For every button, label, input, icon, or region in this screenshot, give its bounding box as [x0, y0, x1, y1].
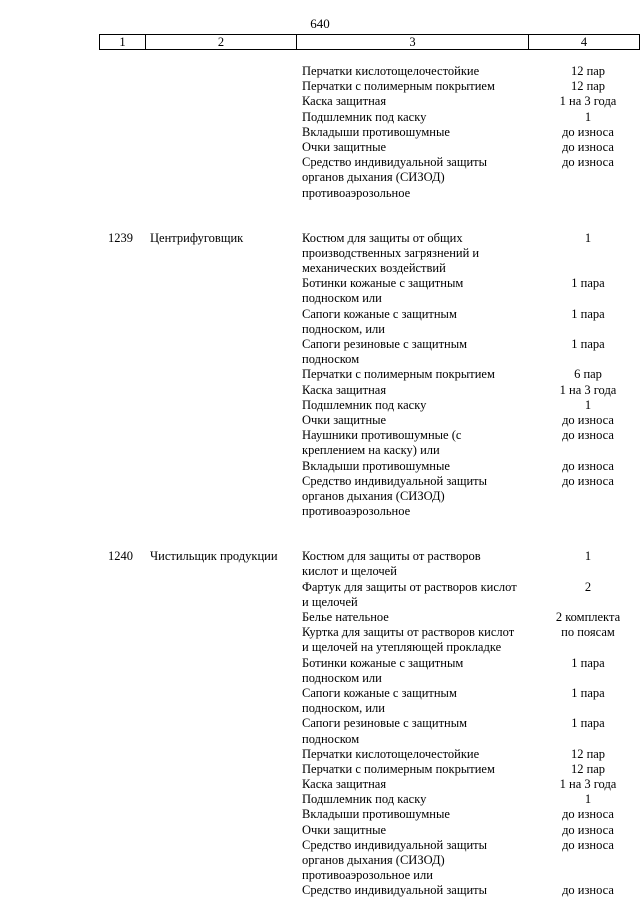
equipment-quantity: 1 — [584, 109, 592, 124]
equipment-quantity: 6 пар — [574, 367, 602, 382]
equipment-item: Средство индивидуальной защиты — [302, 837, 488, 852]
equipment-item: подноском или — [302, 670, 382, 685]
equipment-item: Очки защитные — [302, 822, 387, 837]
equipment-item: Перчатки с полимерным покрытием — [302, 79, 495, 94]
table-row — [0, 747, 640, 762]
table-row — [0, 459, 640, 474]
equipment-item: Вкладыши противошумные — [302, 807, 450, 822]
table-row — [0, 762, 640, 777]
equipment-quantity: до износа — [562, 473, 614, 488]
table-row — [0, 170, 640, 185]
table-row — [0, 823, 640, 838]
equipment-quantity: до износа — [562, 139, 614, 154]
equipment-item: Вкладыши противошумные — [302, 458, 450, 473]
table-row — [0, 504, 640, 519]
table-row — [0, 186, 640, 201]
table-row — [0, 671, 640, 686]
table-row — [0, 474, 640, 489]
equipment-quantity: 1 на 3 года — [559, 94, 617, 109]
table-row — [0, 413, 640, 428]
header-cell-2: 2 — [146, 35, 297, 49]
equipment-quantity: 1 на 3 года — [559, 777, 617, 792]
table-row — [0, 701, 640, 716]
equipment-item: Каска защитная — [302, 382, 387, 397]
equipment-item: Перчатки с полимерным покрытием — [302, 761, 495, 776]
table-row — [0, 656, 640, 671]
equipment-quantity: 1 пара — [571, 306, 605, 321]
table-row — [0, 777, 640, 792]
equipment-quantity: 12 пар — [570, 746, 606, 761]
equipment-item: Средство индивидуальной защиты — [302, 155, 488, 170]
equipment-item: Перчатки с полимерным покрытием — [302, 367, 495, 382]
table-row — [0, 155, 640, 170]
equipment-item: Подшлемник под каску — [302, 397, 427, 412]
table-row — [0, 231, 640, 246]
equipment-quantity: до износа — [562, 822, 614, 837]
header-cell-1: 1 — [100, 35, 146, 49]
table-row — [0, 94, 640, 109]
equipment-quantity: до износа — [562, 883, 614, 898]
equipment-item: Белье нательное — [302, 610, 389, 624]
profession-number: 1239 — [108, 230, 133, 245]
equipment-item: Подшлемник под каску — [302, 109, 427, 124]
table-row — [0, 110, 640, 125]
equipment-item: Очки защитные — [302, 412, 387, 427]
table-row — [0, 428, 640, 443]
equipment-item: Сапоги кожаные с защитным — [302, 306, 457, 321]
equipment-item: Костюм для защиты от общих — [302, 230, 463, 245]
section-gap — [0, 201, 640, 231]
table-row — [0, 307, 640, 322]
equipment-item: и щелочей на утепляющей прокладке — [302, 640, 502, 655]
profession-name: Центрифуговщик — [150, 230, 244, 245]
equipment-quantity: 12 пар — [570, 79, 606, 94]
equipment-item: механических воздействий — [302, 261, 446, 276]
equipment-quantity: по поясам — [561, 625, 615, 640]
table-row — [0, 140, 640, 155]
table-row — [0, 322, 640, 337]
equipment-quantity: 1 — [584, 230, 592, 245]
table-row — [0, 686, 640, 701]
table-row — [0, 352, 640, 367]
equipment-item: и щелочей — [302, 594, 358, 609]
equipment-quantity: 1 пара — [571, 276, 605, 291]
equipment-item: креплением на каску) или — [302, 443, 440, 458]
equipment-item: Каска защитная — [302, 94, 387, 109]
equipment-quantity: 2 — [584, 579, 592, 594]
equipment-quantity: 1 — [584, 792, 592, 807]
equipment-item: подноском, или — [302, 701, 385, 716]
equipment-quantity: 1 — [584, 397, 592, 412]
table-row — [0, 580, 640, 595]
table-row — [0, 246, 640, 261]
equipment-item: подноском или — [302, 291, 382, 306]
equipment-item: органов дыхания (СИЗОД) — [302, 853, 445, 867]
table-row — [0, 291, 640, 306]
table-row — [0, 64, 640, 79]
equipment-quantity: до износа — [562, 412, 614, 427]
table-body — [0, 64, 640, 899]
table-row — [0, 398, 640, 413]
equipment-quantity: 1 пара — [571, 685, 605, 700]
equipment-item: Сапоги резиновые с защитным — [302, 716, 468, 731]
equipment-item: противоаэрозольное — [302, 504, 411, 519]
equipment-item: органов дыхания (СИЗОД) — [302, 170, 445, 185]
table-row — [0, 883, 640, 898]
table-row — [0, 838, 640, 853]
equipment-item: Вкладыши противошумные — [302, 124, 450, 139]
table-header — [99, 34, 640, 50]
table-row — [0, 337, 640, 352]
equipment-quantity: до износа — [562, 155, 614, 170]
table-row — [0, 792, 640, 807]
equipment-item: Сапоги резиновые с защитным — [302, 337, 468, 351]
equipment-quantity: до износа — [562, 458, 614, 473]
equipment-item: Костюм для защиты от растворов — [302, 549, 481, 564]
equipment-item: Фартук для защиты от растворов кислот — [302, 579, 517, 594]
table-row — [0, 489, 640, 504]
equipment-quantity: 1 пара — [571, 655, 605, 670]
table-row — [0, 625, 640, 640]
table-row — [0, 125, 640, 140]
equipment-item: Куртка для защиты от растворов кислот — [302, 625, 515, 640]
equipment-item: противоаэрозольное или — [302, 868, 433, 883]
equipment-item: Ботинки кожаные с защитным — [302, 655, 464, 670]
equipment-quantity: до износа — [562, 428, 614, 443]
page-number: 640 — [310, 16, 330, 31]
table-row — [0, 595, 640, 610]
equipment-quantity: 1 пара — [571, 716, 605, 731]
table-row — [0, 549, 640, 564]
table-row — [0, 367, 640, 382]
equipment-item: Подшлемник под каску — [302, 792, 427, 807]
table-row — [0, 276, 640, 291]
header-cell-4: 4 — [580, 35, 588, 49]
table-row — [0, 868, 640, 883]
equipment-item: Средство индивидуальной защиты — [302, 883, 488, 898]
table-row — [0, 853, 640, 868]
table-row — [0, 79, 640, 94]
table-row — [0, 732, 640, 747]
equipment-item: Сапоги кожаные с защитным — [302, 685, 457, 700]
equipment-quantity: 12 пар — [570, 64, 606, 78]
equipment-item: Ботинки кожаные с защитным — [302, 276, 464, 291]
table-row — [0, 564, 640, 579]
table-row — [0, 261, 640, 276]
table-row — [0, 716, 640, 731]
equipment-quantity: 1 — [584, 549, 592, 564]
equipment-quantity: до износа — [562, 124, 614, 139]
table-row — [0, 640, 640, 655]
equipment-item: Каска защитная — [302, 777, 387, 792]
equipment-item: Перчатки кислотощелочестойкие — [302, 746, 480, 761]
equipment-quantity: до износа — [562, 837, 614, 852]
equipment-quantity: 2 комплекта — [555, 610, 621, 624]
table-row — [0, 383, 640, 398]
profession-name: Чистильщик продукции — [150, 549, 278, 564]
equipment-item: производственных загрязнений и — [302, 245, 480, 260]
table-row — [0, 807, 640, 822]
equipment-quantity: 12 пар — [570, 761, 606, 776]
equipment-item: Средство индивидуальной защиты — [302, 473, 488, 488]
equipment-item: кислот и щелочей — [302, 564, 397, 579]
section-gap — [0, 519, 640, 549]
table-row — [0, 610, 640, 625]
equipment-item: противоаэрозольное — [302, 185, 411, 200]
header-cell-3: 3 — [297, 35, 529, 49]
equipment-quantity: до износа — [562, 807, 614, 822]
equipment-quantity: 1 пара — [571, 337, 605, 351]
equipment-quantity: 1 на 3 года — [559, 382, 617, 397]
equipment-item: подноском — [302, 731, 360, 746]
equipment-item: органов дыхания (СИЗОД) — [302, 488, 445, 503]
table-row — [0, 443, 640, 458]
profession-number: 1240 — [108, 549, 133, 564]
equipment-item: подноском — [302, 352, 360, 367]
equipment-item: подноском, или — [302, 321, 385, 336]
equipment-item: Наушники противошумные (с — [302, 428, 462, 443]
equipment-item: Очки защитные — [302, 139, 387, 154]
equipment-item: Перчатки кислотощелочестойкие — [302, 64, 480, 78]
